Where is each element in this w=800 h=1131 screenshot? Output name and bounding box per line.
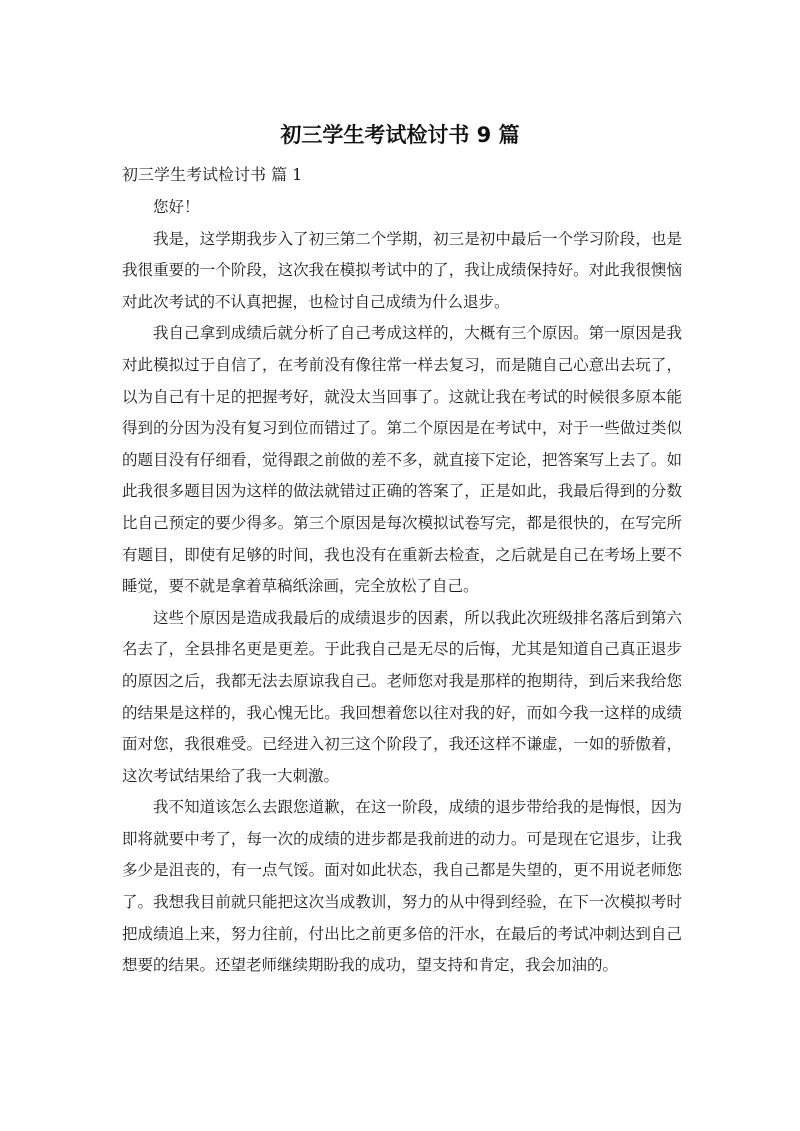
paragraph-intro: 我是，这学期我步入了初三第二个学期，初三是初中最后一个学习阶段，也是我很重要的一个阶段，这次我在模拟考试中的了，我让成绩保持好。对此我很懊恼对此次考试的不认真把握，也检讨自己成绩为什么退步。 bbox=[122, 229, 682, 311]
paragraph-greeting: 您好！ bbox=[153, 198, 200, 216]
section-heading: 初三学生考试检讨书 篇 1 bbox=[122, 165, 303, 184]
paragraph-reasons: 我自己拿到成绩后就分析了自己考成这样的，大概有三个原因。第一原因是我对此模拟过于自信了，在考前没有像往常一样去复习，而是随自己心意出去玩了，以为自己有十足的把握考好，就没太当回事了。这就让我在考试的时候很多原本能得到的分因为没有复习到位而错过了。第二个原因是在考试中，对于一些做过类似的题目没有仔细看，觉得跟之前做的差不多，就直接下定论，把答案写上去了。如此我很多题目因为这样的做法就错过正确的答案了，正是如此，我最后得到的分数比自己预定的要少得多。第三个原因是每次模拟试卷写完，都是很快的，在写完所有题目，即使有足够的时间，我也没有在重新去检查，之后就是自己在考场上要不睡觉，要不就是拿着草稿纸涂画，完全放松了自己。 bbox=[122, 324, 682, 596]
document-title: 初三学生考试检讨书 9 篇 bbox=[280, 123, 520, 147]
paragraph-consequences: 这些个原因是造成我最后的成绩退步的因素，所以我此次班级排名落后到第六名去了，全县排名更是更差。于此我自己是无尽的后悔，尤其是知道自己真正退步的原因之后，我都无法去原谅我自己。老师您对我是那样的抱期待，到后来我给您的结果是这样的，我心愧无比。我回想着您以往对我的好，而如今我一这样的成绩面对您，我很难受。已经进入初三这个阶段了，我还这样不谦虚，一如的骄傲着，这次考试结果给了我一大刺激。 bbox=[122, 608, 682, 785]
document-body bbox=[122, 192, 682, 982]
paragraph-apology: 我不知道该怎么去跟您道歉，在这一阶段，成绩的退步带给我的是悔恨，因为即将就要中考了，每一次的成绩的进步都是我前进的动力。可是现在它退步，让我多少是沮丧的，有一点气馁。面对如此状态，我自己都是失望的，更不用说老师您了。我想我目前就只能把这次当成教训，努力的从中得到经验，在下一次模拟考时把成绩追上来，努力往前，付出比之前更多倍的汗水，在最后的考试冲刺达到自己想要的结果。还望老师继续期盼我的成功，望支持和肯定，我会加油的。 bbox=[122, 798, 682, 975]
